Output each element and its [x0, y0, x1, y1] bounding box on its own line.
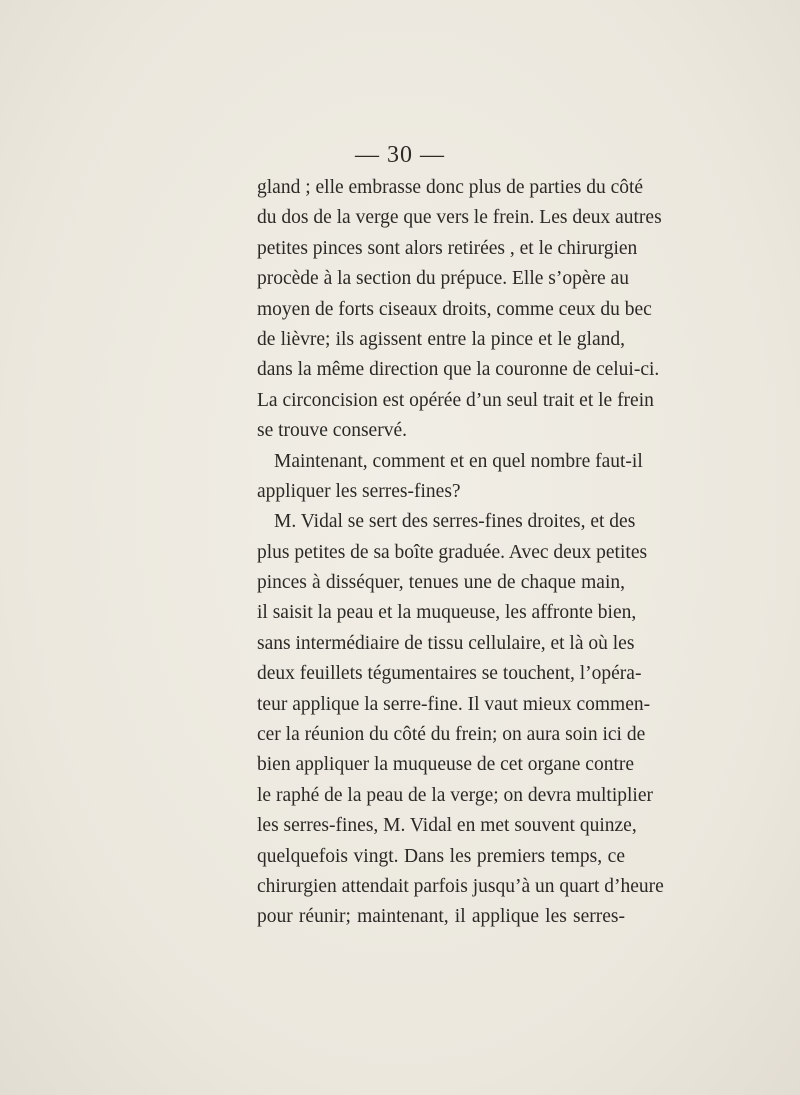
text-line: deux feuillets tégumentaires se touchent, l’opéra-	[257, 663, 642, 685]
text-line: il saisit la peau et la muqueuse, les affronte bien,	[257, 602, 637, 624]
text-line: bien appliquer la muqueuse de cet organe contre	[257, 754, 635, 776]
text-line: gland ; elle embrasse donc plus de parties du côté	[257, 177, 644, 198]
text-line: La circoncision est opérée d’un seul trait et le frein	[257, 389, 654, 411]
text-line: plus petites de sa boîte graduée. Avec deux petites	[257, 541, 648, 563]
text-line: de lièvre; ils agissent entre la pince et le gland,	[257, 328, 625, 350]
text-line: pour réunir; maintenant, il applique les serres-	[257, 906, 625, 928]
text-line: appliquer les serres-fines?	[257, 480, 461, 502]
text-line: M. Vidal se sert des serres-fines droites, et des	[274, 511, 636, 533]
text-line: petites pinces sont alors retirées , et le chirurgien	[257, 237, 638, 259]
text-line: cer la réunion du côté du frein; on aura soin ici de	[257, 724, 646, 746]
text-line: procède à la section du prépuce. Elle s’opère au	[257, 268, 629, 290]
page-number: — 30 —	[355, 142, 445, 168]
text-line: dans la même direction que la couronne de celui-ci.	[257, 359, 660, 381]
body-text	[257, 173, 664, 933]
text-line: sans intermédiaire de tissu cellulaire, et là où les	[257, 632, 635, 654]
text-line: pinces à disséquer, tenues une de chaque main,	[257, 572, 625, 594]
text-line: Maintenant, comment et en quel nombre faut-il	[274, 450, 643, 472]
text-line: quelquefois vingt. Dans les premiers temps, ce	[257, 845, 625, 867]
text-line: teur applique la serre-fine. Il vaut mieux commen-	[257, 693, 651, 715]
text-line: se trouve conservé.	[257, 420, 407, 442]
text-line: les serres-fines, M. Vidal en met souvent quinze,	[257, 815, 637, 837]
text-line: chirurgien attendait parfois jusqu’à un quart d’heure	[257, 875, 664, 897]
text-line: le raphé de la peau de la verge; on devra multiplier	[257, 784, 653, 806]
text-line: moyen de forts ciseaux droits, comme ceux du bec	[257, 298, 652, 320]
text-line: du dos de la verge que vers le frein. Les deux autres	[257, 207, 662, 229]
